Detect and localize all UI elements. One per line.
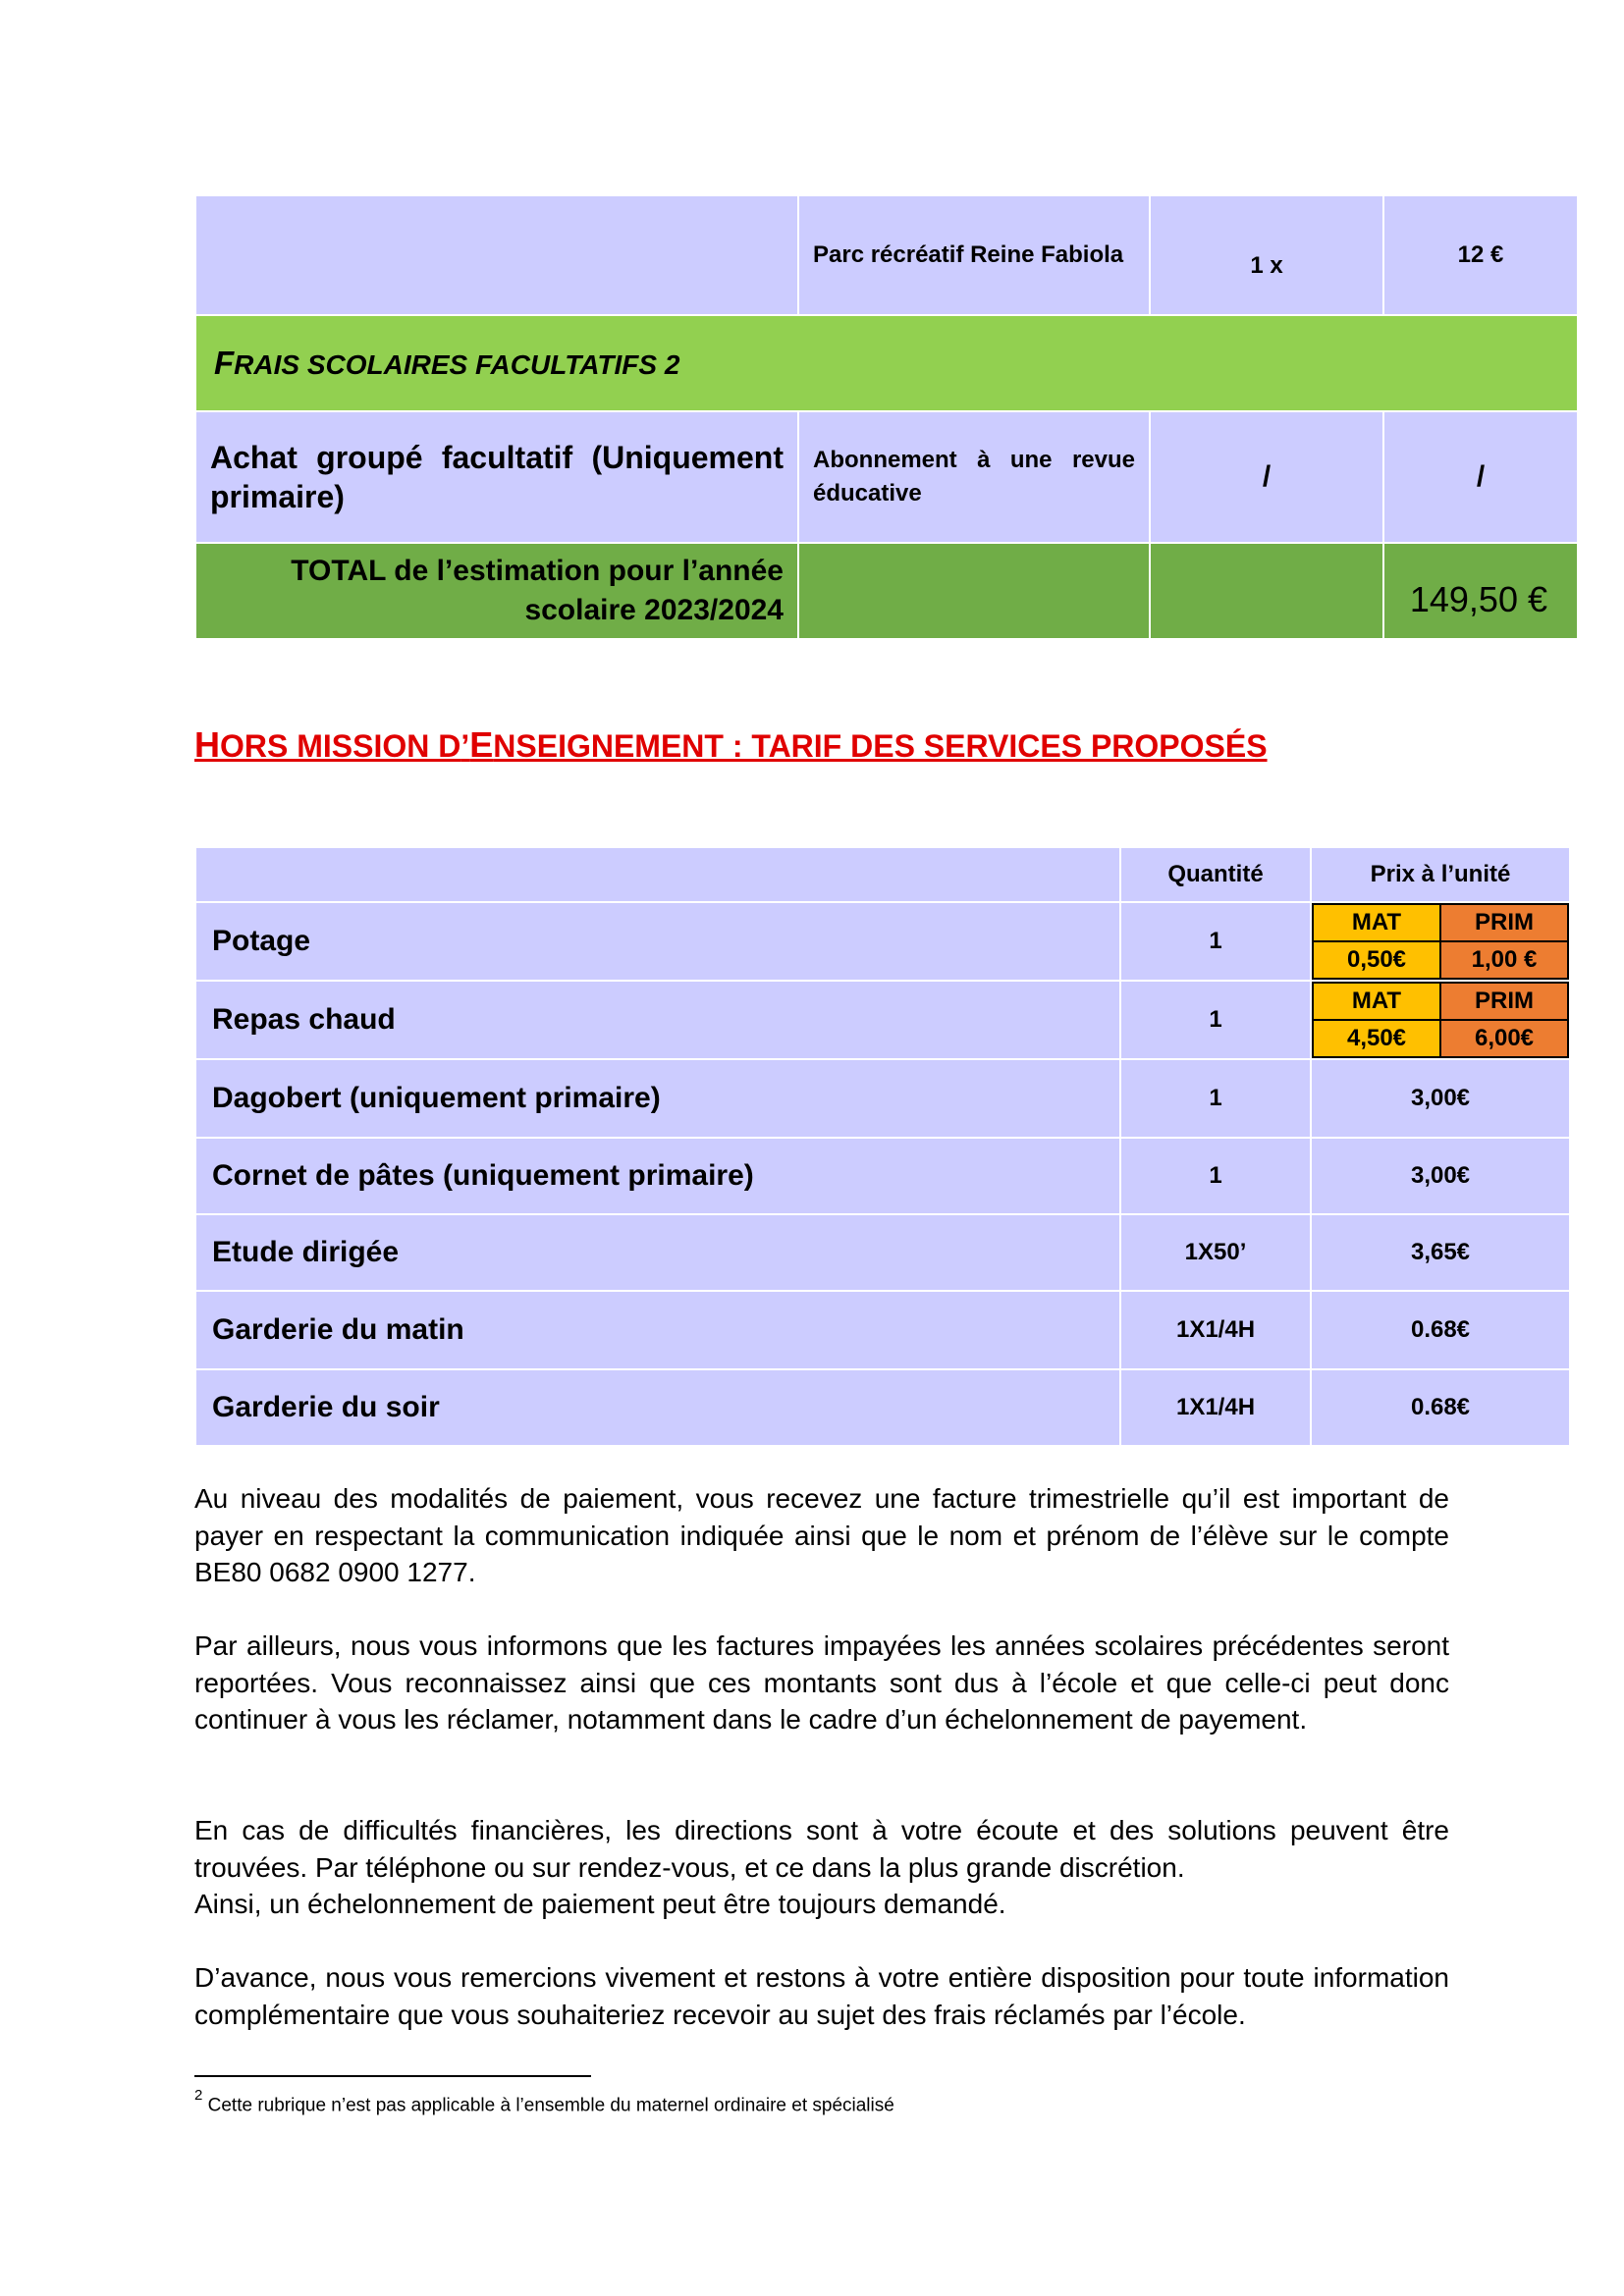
empty-cell (195, 847, 1120, 902)
service-name: Dagobert (uniquement primaire) (195, 1059, 1120, 1138)
service-qty: 1 (1120, 902, 1311, 981)
footnote-number: 2 (194, 2087, 203, 2104)
service-qty: 1 (1120, 1138, 1311, 1214)
closing-paragraph: D’avance, nous vous remercions vivement et restons à votre entière disposition pour toute information complémentaire que vous souhaiteriez recevoir au sujet des frais réclamés par l’école. (194, 1962, 1449, 2030)
table-row (195, 1059, 1570, 1138)
prim-price: 6,00€ (1440, 1020, 1568, 1057)
table-row (195, 1369, 1570, 1446)
service-name: Repas chaud (195, 981, 1120, 1059)
service-name: Garderie du soir (195, 1369, 1120, 1446)
service-qty: 1 (1120, 981, 1311, 1059)
footnote-ref: 2 (664, 349, 680, 380)
table-row (195, 411, 1578, 543)
mat-price: 4,50€ (1313, 1020, 1440, 1057)
section-header-row (195, 315, 1578, 411)
total-label: TOTAL de l’estimation pour l’année scolaire 2023/2024 (195, 543, 798, 639)
service-name: Etude dirigée (195, 1214, 1120, 1291)
service-qty: 1X50’ (1120, 1214, 1311, 1291)
table-row (195, 1138, 1570, 1214)
price-cell: 12 € (1383, 195, 1578, 315)
difficulties-paragraph: En cas de difficultés financières, les directions sont à votre écoute et des solutions peuvent être trouvées. Par téléphone ou sur rendez-vous, et ce dans la plus grande discrétion. Ainsi, un échelonnement de paiement peut être toujours demandé. (194, 1815, 1449, 1919)
table-row (195, 981, 1570, 1059)
service-qty: 1 (1120, 1059, 1311, 1138)
section-title: FRAIS SCOLAIRES FACULTATIFS 2 (195, 315, 1578, 411)
quantity-header: Quantité (1120, 847, 1311, 902)
mat-label: MAT (1313, 904, 1440, 941)
total-row (195, 543, 1578, 639)
prim-label: PRIM (1440, 983, 1568, 1020)
price-cell: / (1383, 411, 1578, 543)
price-grid (1311, 981, 1570, 1059)
quantity-cell: / (1150, 411, 1383, 543)
footnote-separator (194, 2075, 591, 2077)
footnote-text: Cette rubrique n’est pas applicable à l’ensemble du maternel ordinaire et spécialisé (207, 2095, 894, 2116)
achat-label: Achat groupé facultatif (Uniquement primaire) (195, 411, 798, 543)
service-price: 3,00€ (1311, 1138, 1570, 1214)
service-name: Garderie du matin (195, 1291, 1120, 1369)
service-qty: 1X1/4H (1120, 1369, 1311, 1446)
empty-cell (195, 195, 798, 315)
table-row (195, 902, 1570, 981)
service-qty: 1X1/4H (1120, 1291, 1311, 1369)
fees-table (194, 194, 1579, 640)
service-name: Potage (195, 902, 1120, 981)
activity-cell: Abonnement à une revue éducative (798, 411, 1150, 543)
table-row (195, 1214, 1570, 1291)
service-price: 3,65€ (1311, 1214, 1570, 1291)
service-name: Cornet de pâtes (uniquement primaire) (195, 1138, 1120, 1214)
unit-price-header: Prix à l’unité (1311, 847, 1570, 902)
quantity-cell: 1 x (1150, 195, 1383, 315)
table-row (195, 1291, 1570, 1369)
empty-cell (1150, 543, 1383, 639)
mat-label: MAT (1313, 983, 1440, 1020)
table-header-row (195, 847, 1570, 902)
service-price: 0.68€ (1311, 1291, 1570, 1369)
total-value: 149,50 € (1383, 543, 1578, 639)
payment-paragraph: Au niveau des modalités de paiement, vous recevez une facture trimestrielle qu’il est important de payer en respectant la communication indiquée ainsi que le nom et prénom de l’élève sur le compte BE80 0682 0900 1277. (194, 1483, 1449, 1587)
services-table (194, 846, 1571, 1447)
service-price: 3,00€ (1311, 1059, 1570, 1138)
prim-price: 1,00 € (1440, 941, 1568, 979)
activity-cell: Parc récréatif Reine Fabiola (798, 195, 1150, 315)
footnote (194, 2087, 894, 2116)
mat-prim-prices (1312, 982, 1569, 1058)
prim-label: PRIM (1440, 904, 1568, 941)
empty-cell (798, 543, 1150, 639)
mat-prim-prices (1312, 903, 1569, 980)
section-heading: HORS MISSION D’ENSEIGNEMENT : TARIF DES SERVICES PROPOSÉS (194, 724, 1268, 765)
mat-price: 0,50€ (1313, 941, 1440, 979)
price-grid (1311, 902, 1570, 981)
service-price: 0.68€ (1311, 1369, 1570, 1446)
unpaid-paragraph: Par ailleurs, nous vous informons que les factures impayées les années scolaires précédentes seront reportées. Vous reconnaissez ainsi que ces montants sont dus à l’école et que celle-ci peut donc continuer à vous les réclamer, notamment dans le cadre d’un échelonnement de payement. (194, 1630, 1449, 1735)
table-row (195, 195, 1578, 315)
